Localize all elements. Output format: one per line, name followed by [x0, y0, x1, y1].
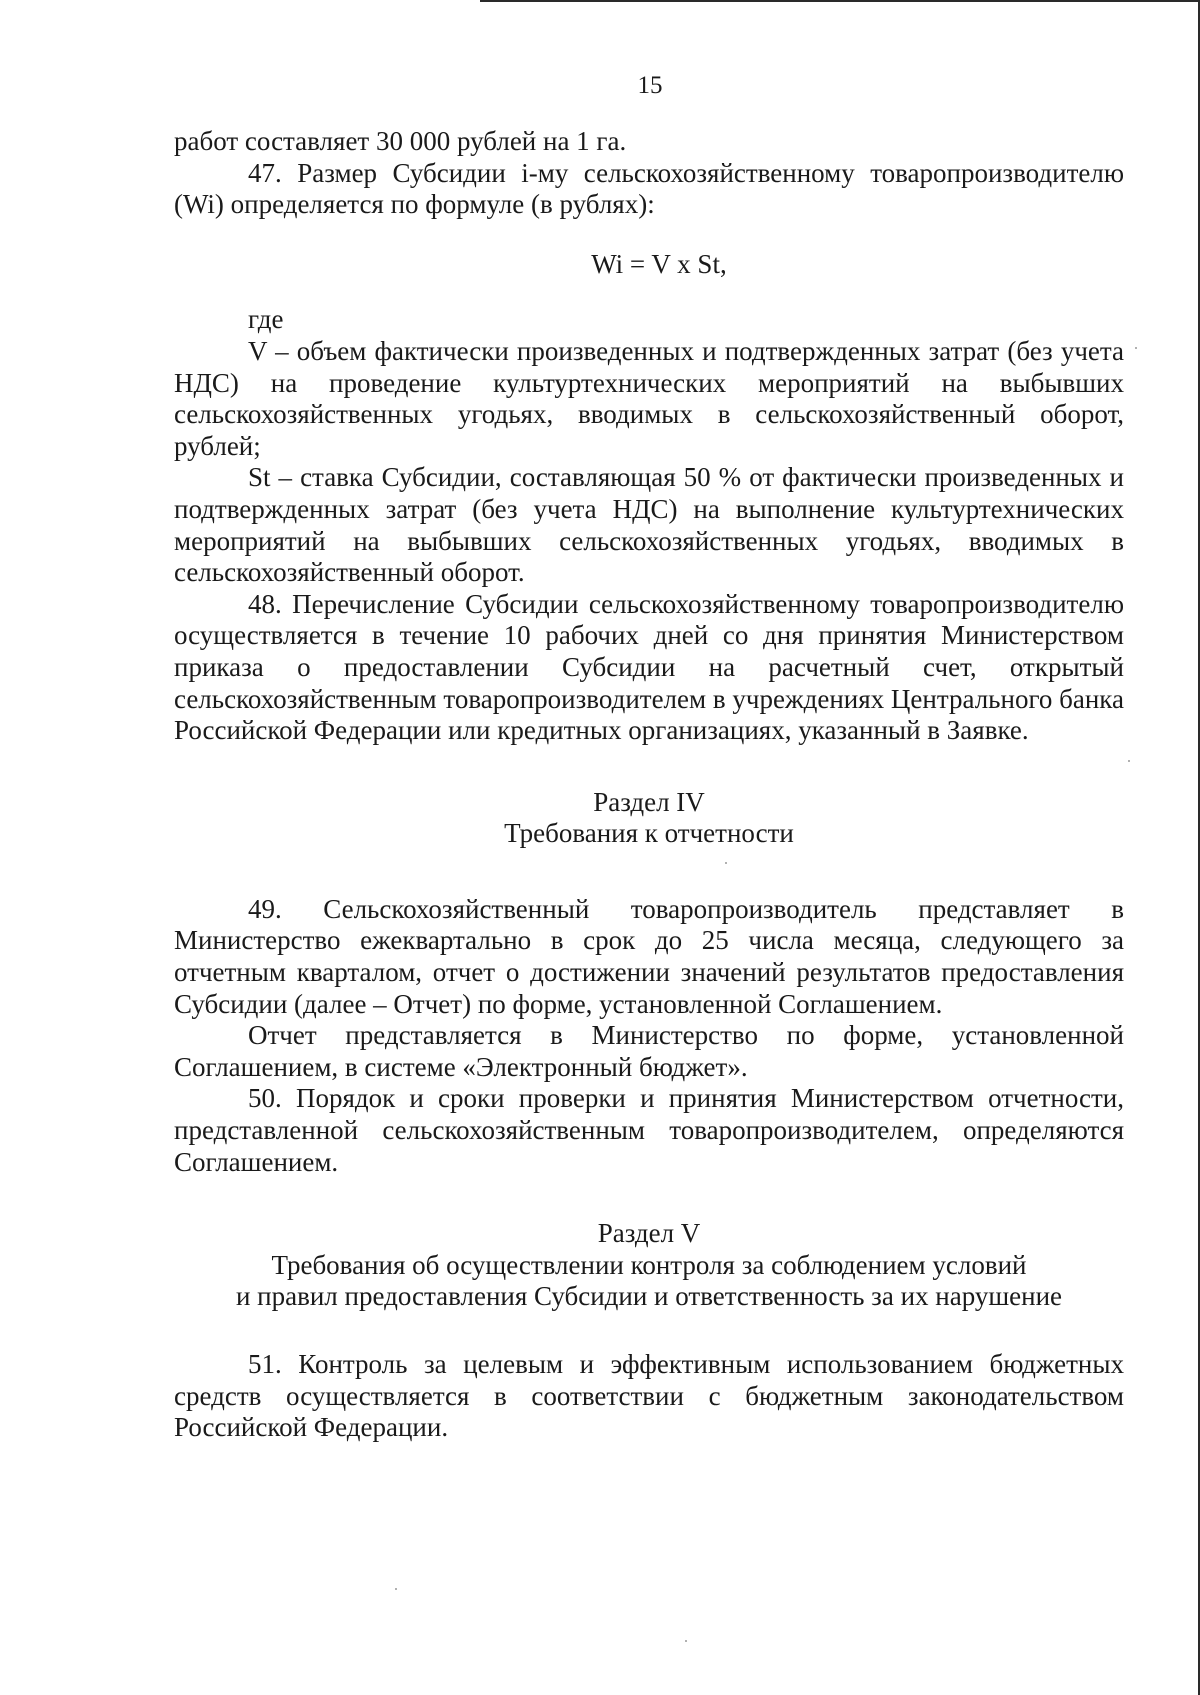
section-5-heading: [174, 1218, 1124, 1313]
section-5-title-line-1: Требования об осуществлении контроля за соблюдением условий: [271, 1249, 1027, 1280]
scan-speck: [725, 862, 727, 864]
scan-speck: [1135, 347, 1137, 349]
scan-speck: [395, 1588, 397, 1590]
document-body: [174, 126, 1124, 1444]
paragraph-50: 50. Порядок и сроки проверки и принятия Министерством отчетности, представленной сельскохозяйственным товаропроизводителем, определяются Соглашением.: [174, 1083, 1124, 1177]
section-4-title: Требования к отчетности: [504, 818, 794, 849]
section-4-heading: [174, 787, 1124, 850]
scan-speck: [685, 1640, 687, 1642]
formula-where: где: [248, 304, 284, 335]
paragraph-49-report: Отчет представляется в Министерство по форме, установленной Соглашением, в системе «Электронный бюджет».: [174, 1020, 1124, 1082]
paragraph-51: 51. Контроль за целевым и эффективным использованием бюджетных средств осуществляется в соответствии с бюджетным законодательством Российской Федерации.: [174, 1349, 1124, 1443]
page-number: 15: [637, 72, 663, 99]
definition-st: St – ставка Субсидии, составляющая 50 % от фактически произведенных и подтвержденных затрат (без учета НДС) на выполнение культуртехнических мероприятий на выбывших сельскохозяйственных угодьях, вводимых в сельскохозяйственный оборот.: [174, 462, 1124, 588]
section-5-title-line-2: и правил предоставления Субсидии и ответственность за их нарушение: [235, 1281, 1063, 1312]
section-5-label: Раздел V: [597, 1218, 701, 1249]
paragraph-continuation: работ составляет 30 000 рублей на 1 га.: [174, 126, 627, 156]
definition-v: V – объем фактически произведенных и подтвержденных затрат (без учета НДС) на проведение культуртехнических мероприятий на выбывших сельскохозяйственных угодьях, вводимых в сельскохозяйственный оборот, рублей;: [174, 335, 1124, 461]
paragraph-49: 49. Сельскохозяйственный товаропроизводитель представляет в Министерство ежеквартально в срок до 25 числа месяца, следующего за отчетным кварталом, отчет о достижении значений результатов предоставления Субсидии (далее – Отчет) по форме, установленной Соглашением.: [174, 893, 1124, 1019]
paragraph-48: 48. Перечисление Субсидии сельскохозяйственному товаропроизводителю осуществляется в течение 10 рабочих дней со дня принятия Министерством приказа о предоставлении Субсидии на расчетный счет, открытый сельскохозяйственным товаропроизводителем в учреждениях Центрального банка Российской Федерации или кредитных организациях, указанный в Заявке.: [174, 588, 1124, 746]
formula: Wi = V x St,: [591, 248, 727, 279]
paragraph-47: 47. Размер Субсидии i-му сельскохозяйственному товаропроизводителю (Wi) определяется по формуле (в рублях):: [174, 157, 1124, 220]
section-4-label: Раздел IV: [593, 786, 705, 817]
scan-edge-top: [480, 0, 1200, 2]
scan-speck: [1128, 760, 1130, 762]
